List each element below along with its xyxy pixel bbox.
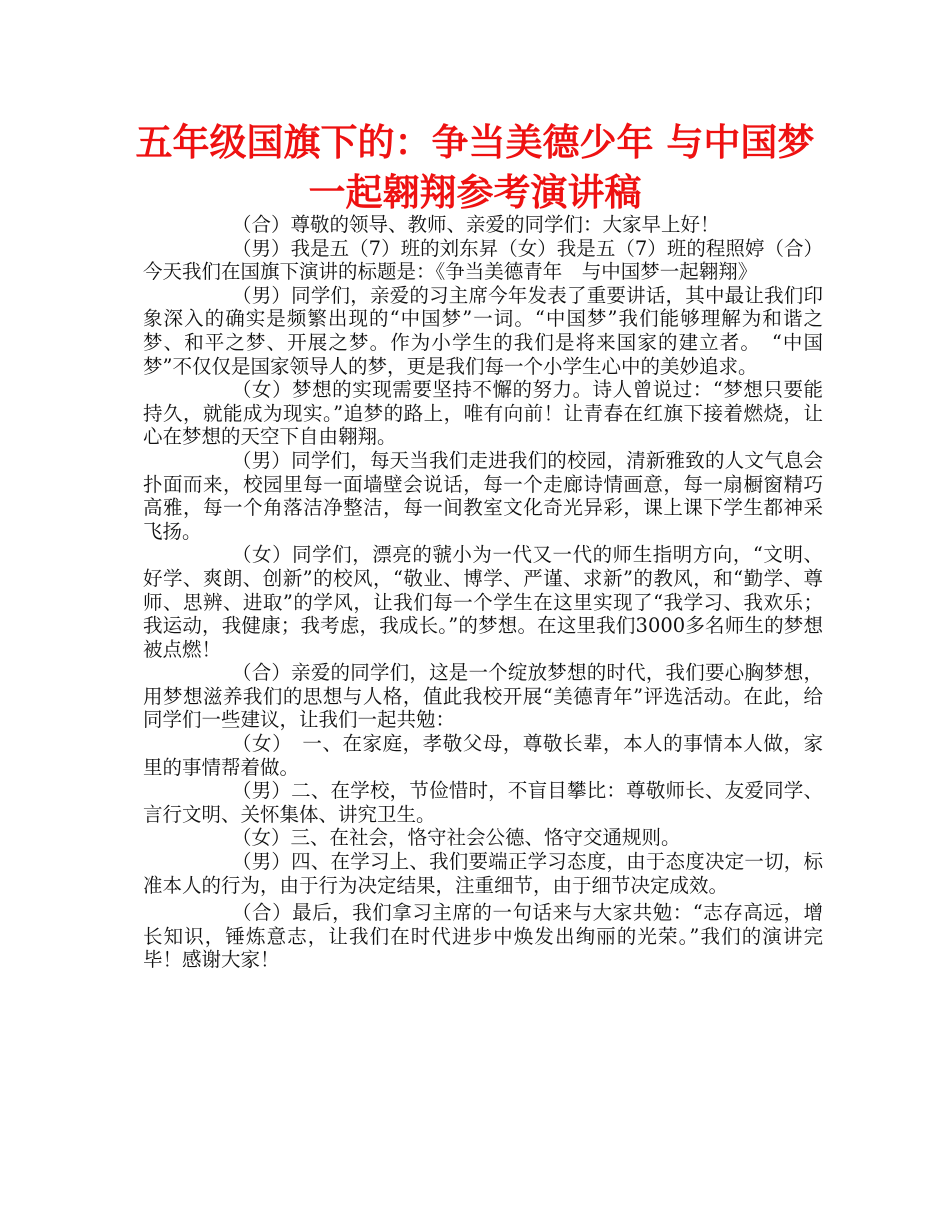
paragraph-study: （男）四、在学习上、我们要端正学习态度，由于态度决定一切，标准本人的行为，由于行为决定结果，注重细节，由于细节决定成效。 [143,850,823,897]
paragraph-suggestions: （合）亲爱的同学们，这是一个绽放梦想的时代，我们要心胸梦想，用梦想滋养我们的思想与人格，值此我校开展“美德青年”评选活动。在此，给同学们一些建议，让我们一起共勉： [143,661,823,732]
title-line-2: 一起翱翔参考演讲稿 [308,171,642,214]
paragraph-greeting: （合）尊敬的领导、教师、亲爱的同学们：大家早上好！ [232,213,720,236]
paragraph-china-dream: （男）同学们，亲爱的习主席今年发表了重要讲话，其中最让我们印象深入的确实是频繁出现的“中国梦”一词。“中国梦”我们能够理解为和谐之梦、和平之梦、开展之梦。作为小学生的我们是将来国家的建立者。 “中国梦”不仅仅是国家领导人的梦，更是我们每一个小学生心中的美妙追求。 [143,283,823,378]
title-line-1: 五年级国旗下的：争当美德少年 与中国梦 [135,121,815,164]
paragraph-school-spirit: （女）同学们，漂亮的虢小为一代又一代的师生指明方向，“文明、好学、爽朗、创新”的校风，“敬业、博学、严谨、求新”的教风，和“勤学、尊师、思辨、进取”的学风，让我们每一个学生在这里实现了“我学习、我欢乐；我运动，我健康；我考虑，我成长。”的梦想。在这里我们3000多名师生的梦想被点燃！ [143,543,823,661]
paragraph-society: （女）三、在社会，恪守社会公德、恪守交通规则。 [232,826,681,850]
paragraph-persistence: （女）梦想的实现需要坚持不懈的努力。诗人曾说过：“梦想只要能持久，就能成为现实。”追梦的路上，唯有向前！让青春在红旗下接着燃烧，让心在梦想的天空下自由翱翔。 [143,378,823,449]
paragraph-home: （女） 一、在家庭，孝敬父母，尊敬长辈，本人的事情本人做，家里的事情帮着做。 [143,732,823,779]
document-title [120,118,830,218]
paragraph-closing: （合）最后，我们拿习主席的一句话来与大家共勉：“志存高远，增长知识，锤炼意志，让我们在时代进步中焕发出绚丽的光荣。”我们的演讲完毕！感谢大家！ [143,901,823,972]
paragraph-introduction: （男）我是五（7）班的刘东昇（女）我是五（7）班的程照婷（合）今天我们在国旗下演讲的标题是：《争当美德青年 与中国梦一起翱翔》 [143,236,823,284]
paragraph-campus: （男）同学们，每天当我们走进我们的校园，清新雅致的人文气息会扑面而来，校园里每一面墙壁会说话，每一个走廊诗情画意，每一扇橱窗精巧高雅，每一个角落洁净整洁，每一间教室文化奇光异彩，课上课下学生都神采飞扬。 [143,448,823,543]
speech-body [143,213,823,972]
paragraph-school: （男）二、在学校，节俭惜时，不盲目攀比：尊敬师长、友爱同学、言行文明、关怀集体、讲究卫生。 [143,779,823,826]
